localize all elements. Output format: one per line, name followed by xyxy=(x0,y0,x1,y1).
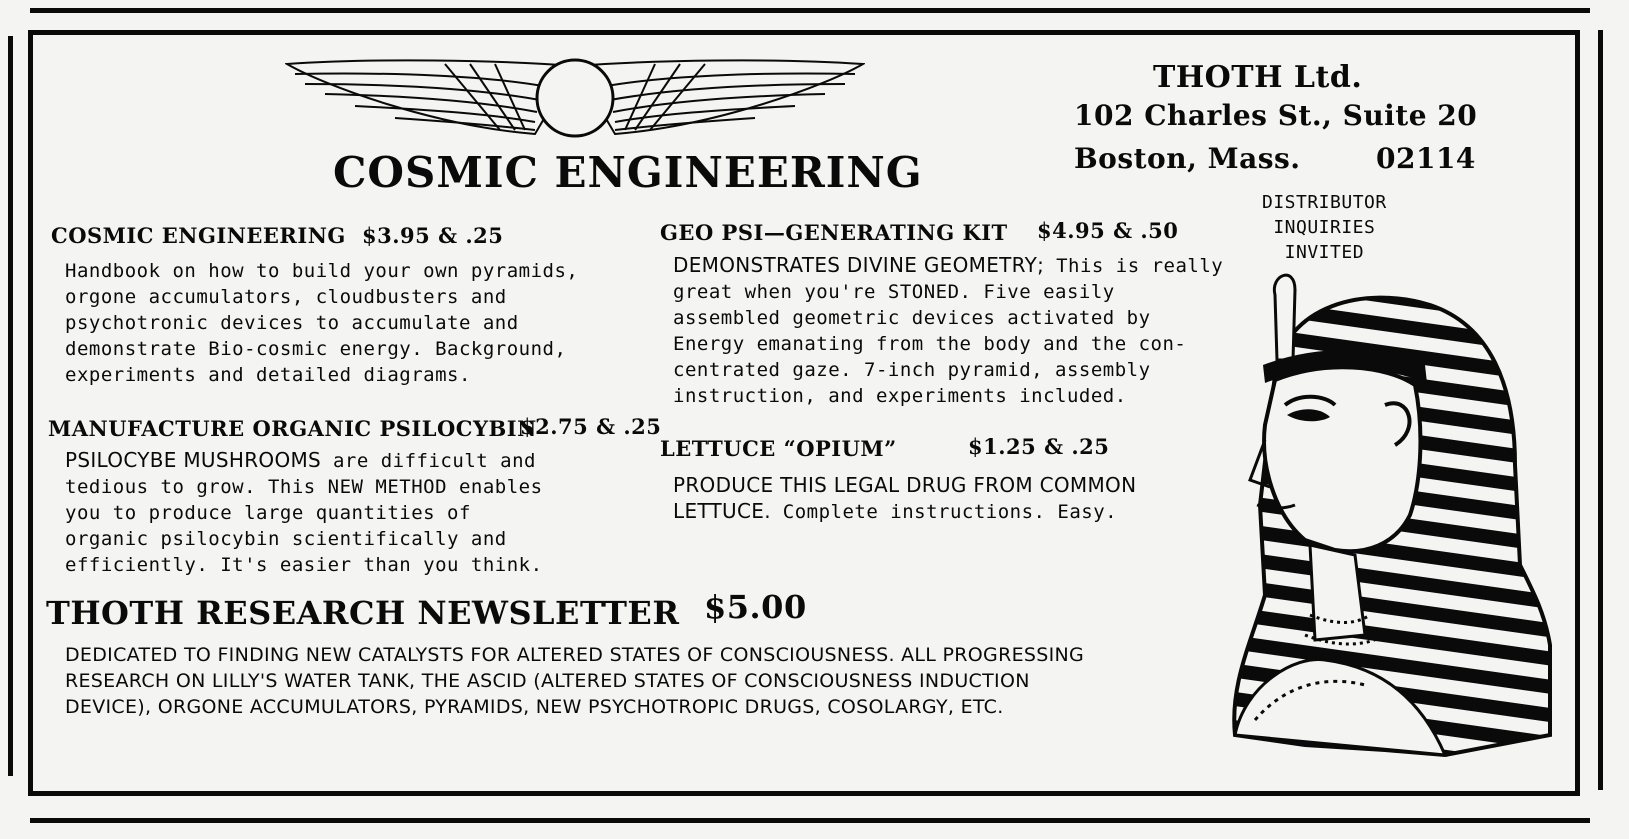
newsletter-price: $5.00 xyxy=(704,588,807,626)
product-description: PSILOCYBE MUSHROOMS are difficult and tedious to grow. This NEW METHOD enables you to produce large quantities of organic psilocybin scientifically and efficiently. It's easier than you think. xyxy=(65,448,543,576)
product-price: $3.95 & .25 xyxy=(362,223,504,248)
address-city: Boston, Mass. xyxy=(1074,142,1301,175)
newsletter-title: THOTH RESEARCH NEWSLETTER xyxy=(46,594,680,632)
distributor-note: DISTRIBUTOR INQUIRIES INVITED xyxy=(1262,192,1387,263)
product-title: GEO PSI—GENERATING KIT xyxy=(660,220,1008,245)
product-title: COSMIC ENGINEERING xyxy=(51,223,346,248)
pharaoh-head-icon xyxy=(1215,265,1565,775)
ad-title: COSMIC ENGINEERING xyxy=(333,148,923,197)
bottom-rule xyxy=(30,818,1590,823)
product-title: MANUFACTURE ORGANIC PSILOCYBIN xyxy=(48,416,537,441)
right-rule xyxy=(1598,30,1603,790)
top-rule xyxy=(30,8,1590,13)
product-description: DEMONSTRATES DIVINE GEOMETRY; This is really great when you're STONED. Five easily assembled geometric devices activated by Energy emanating from the body and the con- centrated gaze. 7-inch pyramid, assembly instruction, and experiments included. xyxy=(673,253,1224,407)
winged-sun-disk-icon xyxy=(285,56,865,140)
company-name: THOTH Ltd. xyxy=(1153,60,1363,95)
product-description: Handbook on how to build your own pyramids, orgone accumulators, cloudbusters and psychotronic devices to accumulate and demonstrate Bio-cosmic energy. Background, experiments and detailed diagrams. xyxy=(65,260,579,386)
product-price: $4.95 & .50 xyxy=(1037,218,1179,243)
product-price: $1.25 & .25 xyxy=(968,434,1110,459)
product-price: $2.75 & .25 xyxy=(520,414,662,439)
address-zip: 02114 xyxy=(1376,142,1476,175)
product-title: LETTUCE “OPIUM” xyxy=(660,436,897,461)
newsletter-description: DEDICATED TO FINDING NEW CATALYSTS FOR ALTERED STATES OF CONSCIOUSNESS. ALL PROGRESSING RESEARCH ON LILLY'S WATER TANK, THE ASCID (ALTERED STATES OF CONSCIOUSNESS INDUCTION DEVICE), ORGONE ACCUMULATORS, PYRAMIDS, NEW PSYCHOTROPIC DRUGS, COSOLARGY, ETC. xyxy=(65,644,1085,718)
left-rule xyxy=(8,36,13,776)
address-line: 102 Charles St., Suite 20 xyxy=(1074,99,1478,132)
product-description: PRODUCE THIS LEGAL DRUG FROM COMMON LETTUCE. Complete instructions. Easy. xyxy=(673,473,1137,523)
